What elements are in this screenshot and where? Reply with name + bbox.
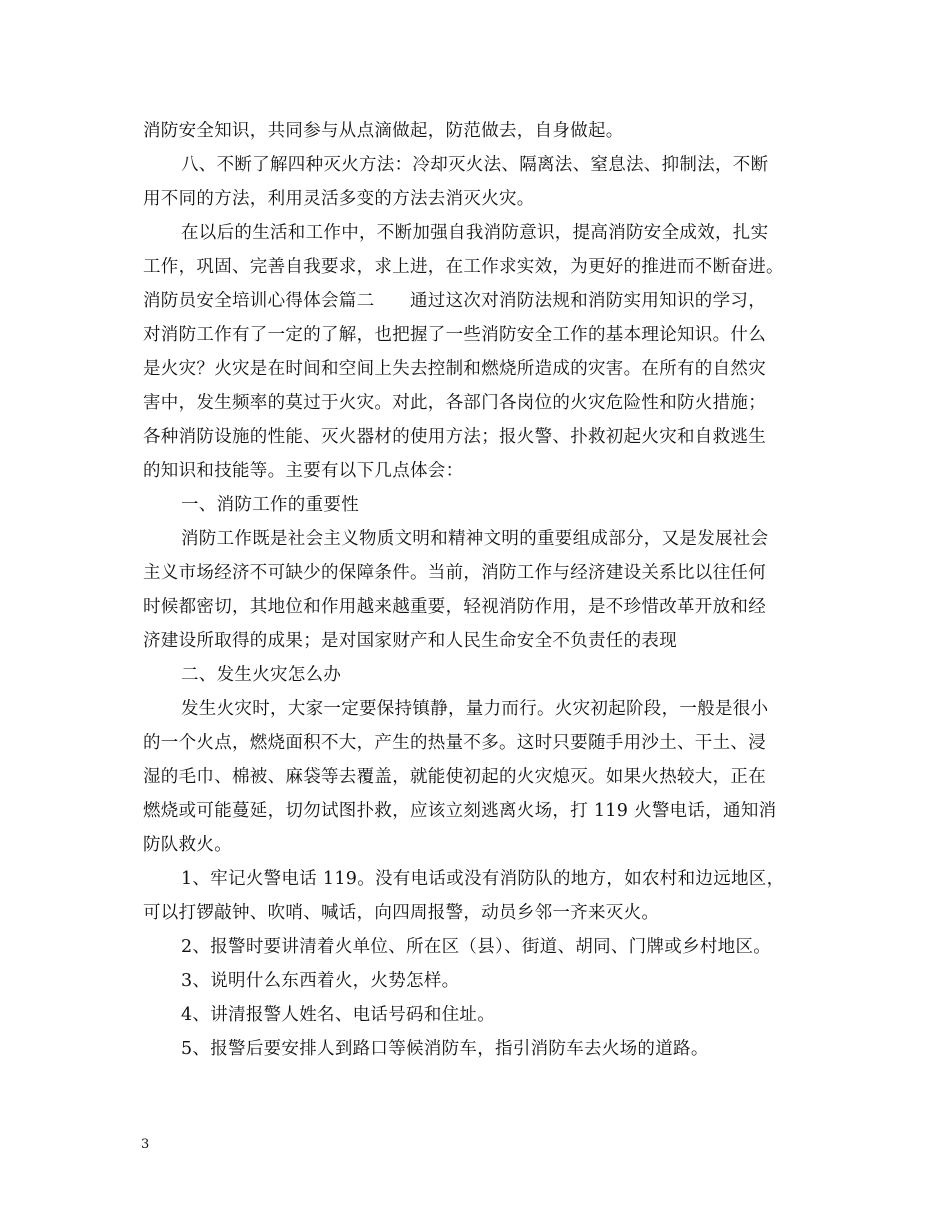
text-line: 八、不断了解四种灭火方法：冷却灭火法、隔离法、窒息法、抑制法，不断 xyxy=(181,155,769,175)
text-line: 害中，发生频率的莫过于火灾。对此，各部门各岗位的火灾危险性和防火措施； xyxy=(143,393,766,413)
text-line: 湿的毛巾、棉被、麻袋等去覆盖，就能使初起的火灾熄灭。如果火热较大，正在 xyxy=(143,767,766,787)
text-line: 防队救火。 xyxy=(143,835,232,855)
list-item: 2、报警时要讲清着火单位、所在区（县）、街道、胡同、门牌或乡村地区。 xyxy=(181,937,772,957)
text-line: 各种消防设施的性能、灭火器材的使用方法；报火警、扑救初起火灾和自救逃生 xyxy=(143,427,766,447)
text-line: 燃烧或可能蔓延，切勿试图扑救，应该立刻逃离火场，打 119 火警电话，通知消 xyxy=(143,801,777,821)
list-item: 5、报警后要安排人到路口等候消防车，指引消防车去火场的道路。 xyxy=(181,1039,709,1059)
section-heading: 一、消防工作的重要性 xyxy=(181,495,359,515)
text-line: 主义市场经济不可缺少的保障条件。当前，消防工作与经济建设关系比以往任何 xyxy=(143,563,766,583)
text-line: 对消防工作有了一定的了解，也把握了一些消防安全工作的基本理论知识。什么 xyxy=(143,325,766,345)
text-line: 在以后的生活和工作中，不断加强自我消防意识，提高消防安全成效，扎实 xyxy=(181,223,769,243)
text-line: 时候都密切，其地位和作用越来越重要，轻视消防作用，是不珍惜改革开放和经 xyxy=(143,597,766,617)
text-line: 消防员安全培训心得体会篇二 通过这次对消防法规和消防实用知识的学习， xyxy=(143,291,766,311)
page-number: 3 xyxy=(141,1137,150,1152)
list-item: 4、讲清报警人姓名、电话号码和住址。 xyxy=(181,1005,496,1025)
text-line: 用不同的方法，利用灵活多变的方法去消灭火灾。 xyxy=(143,189,535,209)
text-line: 济建设所取得的成果；是对国家财产和人民生命安全不负责任的表现 xyxy=(143,631,677,651)
document-body xyxy=(143,114,813,1066)
list-item: 1、牢记火警电话 119。没有电话或没有消防队的地方，如农村和边远地区， xyxy=(181,869,785,889)
text-line: 消防工作既是社会主义物质文明和精神文明的重要组成部分，又是发展社会 xyxy=(181,529,769,549)
list-item: 3、说明什么东西着火，火势怎样。 xyxy=(181,971,460,991)
text-line: 的知识和技能等。主要有以下几点体会： xyxy=(143,461,464,481)
text-line: 是火灾？火灾是在时间和空间上失去控制和燃烧所造成的灾害。在所有的自然灾 xyxy=(143,359,766,379)
text-line: 消防安全知识，共同参与从点滴做起，防范做去，自身做起。 xyxy=(143,121,624,141)
text-line: 工作，巩固、完善自我要求，求上进，在工作求实效，为更好的推进而不断奋进。 xyxy=(143,257,784,277)
text-line: 的一个火点，燃烧面积不大，产生的热量不多。这时只要随手用沙土、干土、浸 xyxy=(143,733,766,753)
section-heading: 二、发生火灾怎么办 xyxy=(181,665,342,685)
text-line: 可以打锣敲钟、吹哨、喊话，向四周报警，动员乡邻一齐来灭火。 xyxy=(143,903,660,923)
text-line: 发生火灾时，大家一定要保持镇静，量力而行。火灾初起阶段，一般是很小 xyxy=(181,699,769,719)
